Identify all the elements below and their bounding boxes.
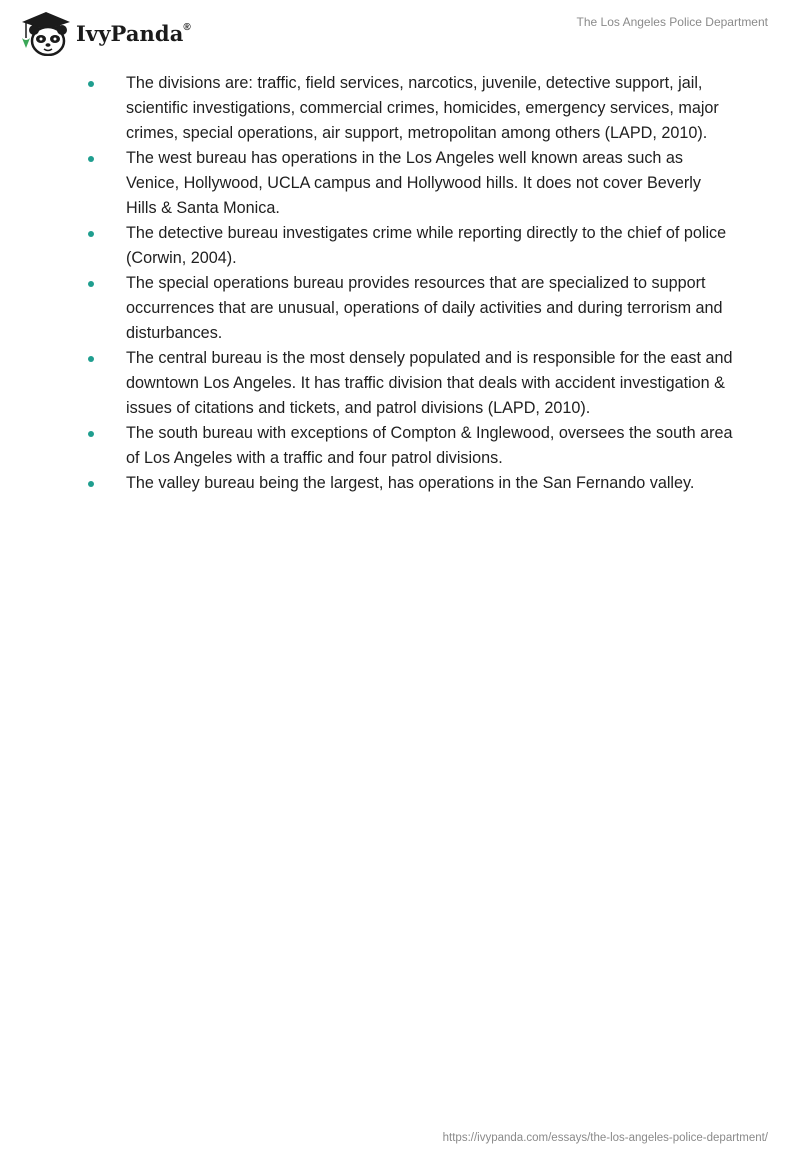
list-item [84, 146, 734, 221]
list-item [84, 271, 734, 346]
panda-graduate-icon [16, 8, 74, 56]
list-item-text: The south bureau with exceptions of Compton & Inglewood, oversees the south area of Los Angeles with a traffic and four patrol divisions. [126, 424, 733, 467]
document-body [84, 71, 734, 496]
bullet-icon [88, 431, 94, 437]
ivypanda-logo[interactable] [16, 8, 191, 56]
bullet-icon [88, 231, 94, 237]
list-item-text: The west bureau has operations in the Los Angeles well known areas such as Venice, Hollywood, UCLA campus and Hollywood hills. It does not cover Beverly Hills & Santa Monica. [126, 149, 701, 217]
list-item-text: The central bureau is the most densely populated and is responsible for the east and downtown Los Angeles. It has traffic division that deals with accident investigation & issues of citations and tickets, and patrol divisions (LAPD, 2010). [126, 349, 733, 417]
list-item [84, 221, 734, 271]
bullet-icon [88, 356, 94, 362]
list-item [84, 346, 734, 421]
list-item-text: The detective bureau investigates crime while reporting directly to the chief of police (Corwin, 2004). [126, 224, 727, 267]
bullet-icon [88, 281, 94, 287]
bullet-list [84, 71, 734, 496]
list-item-text: The valley bureau being the largest, has operations in the San Fernando valley. [126, 474, 695, 492]
list-item [84, 471, 734, 496]
list-item [84, 71, 734, 146]
footer-source-url[interactable]: https://ivypanda.com/essays/the-los-angeles-police-department/ [442, 1132, 768, 1144]
bullet-icon [88, 156, 94, 162]
registered-mark: ® [183, 21, 191, 33]
page-header [0, 0, 800, 60]
list-item [84, 421, 734, 471]
bullet-icon [88, 481, 94, 487]
logo-wordmark: IvyPanda® [76, 20, 191, 46]
list-item-text: The divisions are: traffic, field services, narcotics, juvenile, detective support, jail, scientific investigations, commercial crimes, homicides, emergency services, major crimes, special operations, air support, metropolitan among others (LAPD, 2010). [126, 74, 719, 142]
bullet-icon [88, 81, 94, 87]
running-title: The Los Angeles Police Department [576, 15, 768, 29]
list-item-text: The special operations bureau provides resources that are specialized to support occurrences that are unusual, operations of daily activities and during terrorism and disturbances. [126, 274, 723, 342]
